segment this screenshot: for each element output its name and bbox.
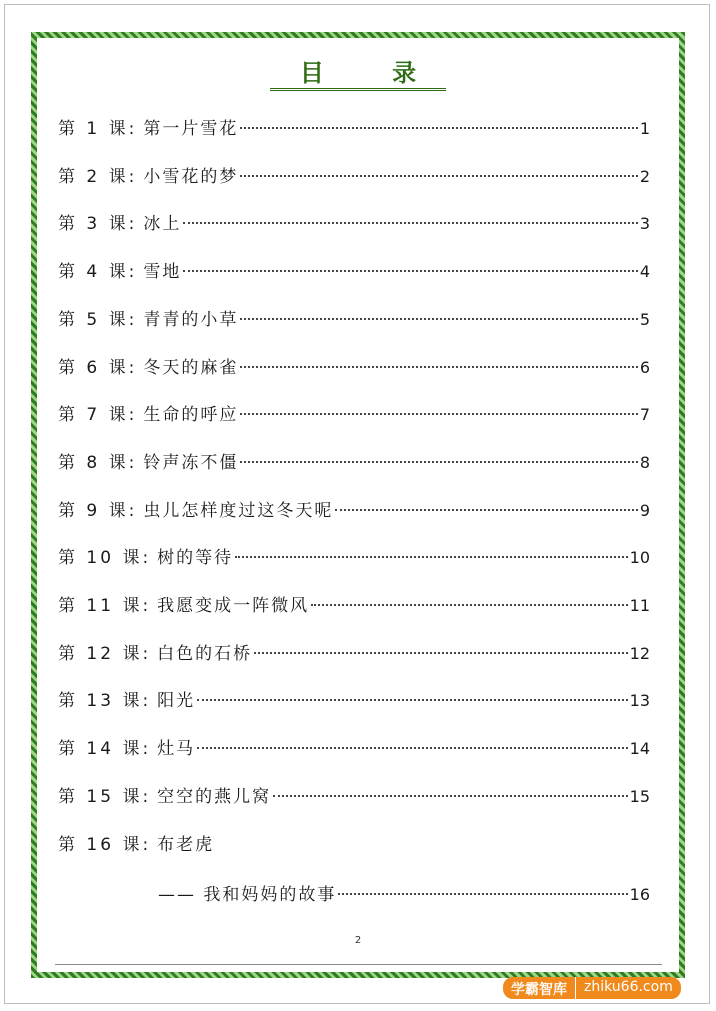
toc-entry-name: 布老虎 — [157, 834, 215, 855]
toc-entry-name: 我愿变成一阵微风 — [157, 596, 310, 616]
toc-entry[interactable] — [58, 162, 650, 188]
toc-entry-page: 4 — [639, 262, 650, 282]
toc-entry-name: 虫儿怎样度过这冬天呢 — [143, 500, 334, 521]
toc-entry-number: 第 8 课: — [58, 452, 138, 473]
dot-leader — [311, 604, 627, 606]
toc-entry-name: 雪地 — [143, 262, 182, 283]
toc-entry[interactable] — [58, 400, 650, 426]
toc-entry-name: 冰上 — [143, 214, 182, 235]
toc-entry-number: 第 3 课: — [58, 214, 138, 235]
toc-entry[interactable] — [58, 591, 650, 617]
dot-leader — [240, 461, 637, 463]
watermark-url: zhiku66.com — [575, 977, 681, 999]
page-title: 目 录 — [0, 58, 716, 91]
toc-entry[interactable] — [58, 639, 650, 665]
toc-entry-number: 第 2 课: — [58, 166, 138, 187]
toc-entry-number: 第 11 课: — [58, 596, 152, 616]
toc-entry-page: 11 — [629, 596, 650, 615]
toc-subtitle-entry[interactable] — [158, 880, 650, 906]
toc-entry-page: 14 — [629, 739, 650, 759]
toc-entry[interactable] — [58, 543, 650, 569]
toc-entry-name: 白色的石桥 — [157, 643, 253, 664]
toc-entry-name: 阳光 — [157, 691, 196, 712]
dot-leader — [338, 893, 627, 895]
toc-entry-number: 第 4 课: — [58, 262, 138, 283]
toc-entry[interactable] — [58, 114, 650, 140]
dot-leader — [183, 270, 637, 272]
toc-entry-number: 第 15 课: — [58, 786, 152, 807]
dot-leader — [335, 509, 637, 511]
toc-entry-number: 第 16 课: — [58, 834, 152, 855]
toc-entry-name: 生命的呼应 — [143, 405, 239, 426]
toc-entry-number: 第 10 课: — [58, 548, 152, 569]
toc-entry[interactable] — [58, 830, 650, 856]
toc-entry-name: 空空的燕儿窝 — [157, 786, 272, 807]
toc-entry-number: 第 6 课: — [58, 357, 138, 378]
toc-entry-number: 第 12 课: — [58, 643, 152, 664]
toc-entry-page: 7 — [639, 405, 650, 425]
dot-leader — [240, 366, 637, 368]
toc-entry[interactable] — [58, 686, 650, 712]
toc-entry-page: 9 — [639, 500, 650, 520]
toc-entry-name: —— 我和妈妈的故事 — [158, 885, 337, 905]
toc-entry-name: 树的等待 — [157, 548, 234, 569]
toc-entry-name: 铃声冻不僵 — [143, 452, 239, 473]
toc-entry[interactable] — [58, 496, 650, 522]
toc-entry-name: 第一片雪花 — [143, 119, 239, 139]
dot-leader — [197, 747, 627, 749]
toc-entry[interactable] — [58, 782, 650, 808]
toc-entry-number: 第 1 课: — [58, 119, 138, 139]
toc-entry-page: 10 — [629, 548, 650, 568]
toc-entry-page: 13 — [629, 691, 650, 711]
toc-entry-name: 灶马 — [157, 739, 196, 760]
toc-entry-number: 第 7 课: — [58, 405, 138, 426]
toc-entry-page: 3 — [639, 214, 650, 234]
dot-leader — [240, 318, 637, 320]
dot-leader — [183, 222, 637, 224]
dot-leader — [240, 413, 637, 415]
toc-entry[interactable] — [58, 734, 650, 760]
toc-entry-page: 6 — [639, 357, 650, 377]
toc-entry-page: 15 — [629, 786, 650, 806]
watermark-brand: 学霸智库 — [503, 977, 575, 999]
toc-entry-page: 1 — [639, 119, 650, 138]
toc-entry-name: 小雪花的梦 — [143, 166, 239, 187]
dot-leader — [254, 652, 627, 654]
toc-entry-number: 第 13 课: — [58, 691, 152, 712]
toc-entry-page: 5 — [639, 309, 650, 329]
toc-entry[interactable] — [58, 305, 650, 331]
toc-entry-name: 青青的小草 — [143, 309, 239, 330]
toc-entry-number: 第 5 课: — [58, 309, 138, 330]
toc-entry-number: 第 9 课: — [58, 500, 138, 521]
toc-entry-page: 12 — [629, 643, 650, 663]
toc-entry[interactable] — [58, 209, 650, 235]
watermark-logo — [503, 977, 681, 999]
toc-entry-name: 冬天的麻雀 — [143, 357, 239, 378]
toc-entry-page: 8 — [639, 452, 650, 472]
dot-leader — [235, 556, 627, 558]
dot-leader — [240, 127, 637, 129]
toc-entry-page: 2 — [639, 166, 650, 186]
footer-divider — [55, 964, 662, 965]
toc-entry-number: 第 14 课: — [58, 739, 152, 760]
dot-leader — [197, 699, 627, 701]
toc-entry[interactable] — [58, 353, 650, 379]
toc-entry[interactable] — [58, 448, 650, 474]
toc-entry[interactable] — [58, 257, 650, 283]
page-number: 2 — [354, 935, 362, 946]
toc-entry-page: 16 — [629, 885, 650, 904]
dot-leader — [273, 795, 627, 797]
dot-leader — [240, 175, 637, 177]
